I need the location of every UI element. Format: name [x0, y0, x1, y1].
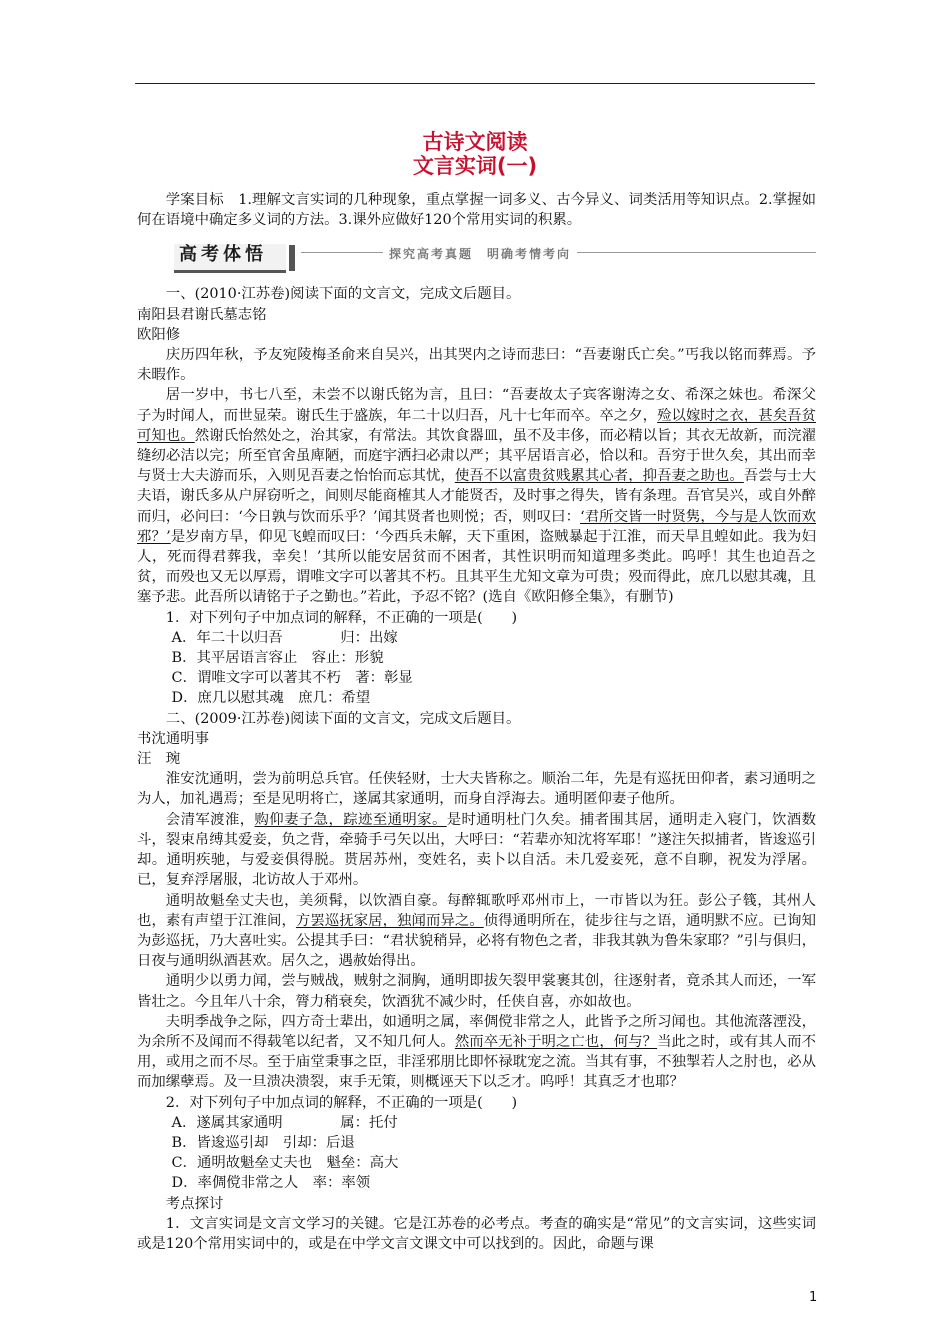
- header-rule: [135, 83, 815, 84]
- question-1-option-b: B．其平居语言容止 容止：形貌: [171, 650, 384, 667]
- learning-objectives: 学案目标 1.理解文言实词的几种现象，重点掌握一词多义、古今异义、词类活用等知识点。2.掌握如何在语境中确定多义词的方法。3.课外应做好120个常用实词的积累。: [137, 192, 816, 229]
- underlined-sentence: 然而卒无补于明之亡也，何与？: [454, 1033, 658, 1050]
- banner-subtitle: 探究高考真题 明确考情考向: [383, 244, 577, 264]
- question-1-option-c: C．谓唯文字可以著其不朽 著：彰显: [171, 670, 413, 687]
- section2-paragraph: 淮安沈通明，尝为前明总兵官。任侠轻财，士大夫皆称之。顺治二年，先是有巡抚田仰者，素习通明之为人，加礼遇焉；至是见明将亡，遂属其家通明，而身自浮海去。通明匿仰妻子他所。: [137, 771, 816, 808]
- question-1-option-a: A．年二十以归吾 归：出嫁: [171, 629, 398, 646]
- section2-paragraph: [137, 891, 816, 972]
- section1-author: 欧阳修: [137, 326, 181, 343]
- underlined-sentence: 殓以嫁时之衣，甚矣吾贫可知也。: [137, 407, 816, 444]
- question-2-option-b: B．皆逡巡引却 引却：后退: [171, 1134, 355, 1151]
- exam-paragraph: 1．文言实词是文言文学习的关键。它是江苏卷的必考点。考查的确实是“常见”的文言实词，这些实词或是120个常用实词中的，或是在中学文言文课文中可以找到的。因此，命题与课: [137, 1215, 816, 1252]
- page-subtitle: 文言实词(一): [412, 154, 538, 178]
- section1-paragraph: 庆历四年秋，予友宛陵梅圣俞来自吴兴，出其哭内之诗而悲曰：“吾妻谢氏亡矣。”丐我以铭而葬焉。予未暇作。: [137, 347, 816, 384]
- section2-intro: 二、(2009·江苏卷)阅读下面的文言文，完成文后题目。: [165, 710, 521, 727]
- section2-author: 汪 琬: [137, 751, 181, 768]
- document-body: [137, 190, 816, 1254]
- text-span: 会清军渡淮，: [165, 811, 255, 828]
- question-2-option-a: A．遂属其家通明 属：托付: [171, 1114, 398, 1131]
- text-span: 夫明季战争之际，四方奇士辈出，如通明之属，率倜傥非常之人，此皆予之所习闻也。其他流落湮没，为余所不及闻而不得载笔以纪者，又不知几何人。: [137, 1013, 816, 1050]
- section2-paragraph: [137, 810, 816, 891]
- text-span: 居一岁中，书七八至，未尝不以谢氏铭为言，且曰：“吾妻故太子宾客谢涛之女、希深之妹也。希深父子为时闻人，而世显荣。谢氏生于盛族，年二十以归吾，凡十七年而卒。卒之夕，: [137, 387, 816, 424]
- text-span: 是时通明杜门久矣。捕者围其居，通明走入寝门，饮酒数斗，裂束帛缚其爱妾，负之背，牵骑手弓矢以出，大呼曰：“若辈亦知沈将军耶！”遂注矢拟捕者，皆逡巡引却。通明疾驰，与爱妾俱得脱。贳居苏州，变姓名，卖卜以自活。未几爱妾死，意不自聊，祝发为浮屠。已，复弃浮屠服，北访故人于邓州。: [137, 811, 816, 889]
- section-banner: [137, 240, 816, 276]
- text-span: 当此之时，或有其人而不用，或用之而不尽。至于庙堂秉事之臣，非淫邪朋比即怀禄耽宠之流。当其有事，不独掣若人之肘也，必从而加缧孽焉。及一旦溃决溃裂，束手无策，则概诬天下以乏才。呜呼！其真乏才也耶？: [137, 1033, 816, 1091]
- banner-bar: [289, 245, 295, 271]
- section1-article-title: 南阳县君谢氏墓志铭: [137, 306, 267, 323]
- text-span: 通明故魁垒丈夫也，美须髯，以饮酒自豪。每醉辄歌呼邓州市上，一市皆以为狂。彭公子篯，其州人也，素有声望于江淮间，: [137, 892, 816, 929]
- underlined-sentence: 购仰妻子急，踪迹至通明家。: [254, 811, 447, 828]
- text-span: 是岁南方旱，仰见飞蝗而叹曰：‘今西兵未解，天下重困，盗贼暴起于江淮，而天旱且蝗如此。我为妇人，死而得君葬我，幸矣！’其所以能安居贫而不困者，其性识明而知道理多类此。呜呼！其生也迫吾之贫，而殁也又无以厚焉，谓唯文字可以著其不朽。且其平生尤知文章为可贵；殁而得此，庶几以慰其魂，且塞予悲。此吾所以请铭于子之勤也。”若此，予忍不铭？(选自《欧阳修全集》，有删节): [137, 528, 817, 606]
- question-2-option-d: D．率倜傥非常之人 率：率领: [171, 1175, 371, 1192]
- exam-heading: 考点探讨: [165, 1195, 224, 1212]
- section1-intro: 一、(2010·江苏卷)阅读下面的文言文，完成文后题目。: [165, 286, 521, 303]
- underlined-sentence: ‘君所交皆一时贤隽，今与是人饮而欢邪？’: [137, 508, 817, 545]
- text-span: 侦得通明所在，徒步往与之语，通明默不应。已询知为彭巡抚，乃大喜吐实。公提其手曰：“君状貌稍异，必将有物色之者，非我其孰为鲁朱家耶？”引与俱归，日夜与通明纵酒甚欢。居久之，遇赦始得出。: [137, 912, 816, 970]
- page-number: 1: [809, 1290, 818, 1305]
- section2-article-title: 书沈通明事: [137, 730, 209, 747]
- text-span: 吾尝与士大夫语，谢氏多从户屏窃听之，间则尽能商榷其人才能贤否，及时事之得失，皆有条理。吾官吴兴，或自外醉而归，必问曰：‘今日孰与饮而乐乎？’闻其贤者也则悦；否，则叹曰：: [137, 468, 816, 525]
- text-span: 然谢氏怡然处之，治其家，有常法。其饮食器皿，虽不及丰侈，而必精以旨；其衣无故新，而浣濯缝纫必洁以完；所至官舍虽庳陋，而庭宇洒扫必肃以严；其平居语言必，恰以和。吾穷于世久矣，其出而幸与贤士大夫游而乐，入则见吾妻之怡怡而忘其忧，: [137, 427, 816, 485]
- banner-title: 高考体悟: [179, 244, 267, 266]
- page-title: 古诗文阅读: [422, 130, 528, 154]
- underlined-sentence: 使吾不以富贵贫贱累其心者，抑吾妻之助也。: [454, 468, 744, 485]
- question-1: 1．对下列句子中加点词的解释，不正确的一项是( ): [165, 609, 518, 626]
- question-2-option-c: C．通明故魁垒丈夫也 魁垒：高大: [171, 1155, 399, 1172]
- question-1-option-d: D．庶几以慰其魂 庶几：希望: [171, 690, 371, 707]
- underlined-sentence: 方罢巡抚家居，独闻而异之。: [295, 912, 484, 929]
- question-2: 2．对下列句子中加点词的解释，不正确的一项是( ): [165, 1094, 518, 1111]
- section2-paragraph: [137, 1012, 816, 1093]
- section2-paragraph: 通明少以勇力闻，尝与贼战，贼射之洞胸，通明即拔矢裂甲裳裹其创，往逐射者，竟杀其人而还，一军皆壮之。今且年八十余，膂力稍衰矣，饮酒犹不减少时，任侠自喜，亦如故也。: [137, 973, 816, 1010]
- section1-paragraph: [137, 385, 816, 607]
